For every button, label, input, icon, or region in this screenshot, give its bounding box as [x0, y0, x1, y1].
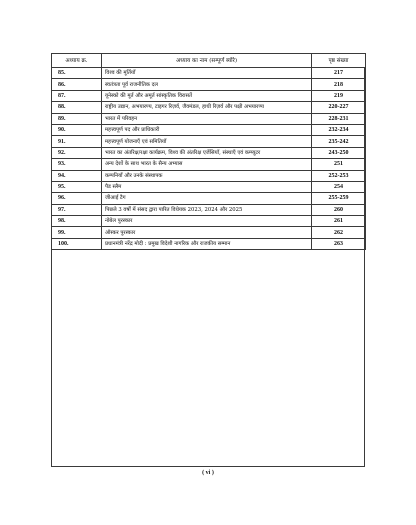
table-row [52, 238, 366, 249]
chapter-number: 86. [52, 79, 102, 90]
chapter-number: 100. [52, 238, 102, 249]
chapter-number: 88. [52, 102, 102, 113]
chapter-title: कम्पनियाँ और उनके संस्थापक [102, 170, 312, 181]
chapter-page-range: 263 [312, 238, 366, 249]
chapter-number: 95. [52, 181, 102, 192]
table-row [52, 181, 366, 192]
chapter-number: 94. [52, 170, 102, 181]
table-row [52, 113, 366, 124]
chapter-title: ऑस्कर पुरस्कार [102, 227, 312, 238]
chapter-number: 93. [52, 159, 102, 170]
chapter-page-range: 254 [312, 181, 366, 192]
table-row [52, 68, 366, 79]
table-row [52, 90, 366, 101]
chapter-number: 91. [52, 136, 102, 147]
chapter-number: 90. [52, 124, 102, 135]
chapter-page-range: 251 [312, 159, 366, 170]
chapter-number: 89. [52, 113, 102, 124]
chapter-title: प्रधानमंत्री नरेंद्र मोदी : प्रमुख विदेशी नागरिक और राजकीय सम्मान [102, 238, 312, 249]
chapter-page-range: 228-231 [312, 113, 366, 124]
table-row [52, 170, 366, 181]
chapter-page-range: 252-253 [312, 170, 366, 181]
chapter-page-range: 219 [312, 90, 366, 101]
page-number: ( vi ) [202, 470, 214, 476]
chapter-title: भारत में परिवहन [102, 113, 312, 124]
header-chapter-no: अध्याय क्र. [52, 54, 102, 68]
chapter-number: 98. [52, 216, 102, 227]
chapter-title: राष्ट्रीय उद्यान, अभयारण्य, टाइगर रिज़र्व, जैवमंडल, हाथी रिज़र्व और पक्षी अभयारण्य [102, 102, 312, 113]
chapter-number: 96. [52, 193, 102, 204]
header-page-no: पृष्ठ संख्या [312, 54, 366, 68]
chapter-title: भारत का अंतरिक्ष/रक्षा कार्यक्रम, विश्व की अंतरिक्ष एजेंसियाँ, संस्थाएँ एवं कम्प्यूटर [102, 147, 312, 158]
table-header-row [52, 54, 366, 68]
table-row [52, 204, 366, 215]
table-row [52, 227, 366, 238]
chapter-title: यूनेस्को की मूर्त और अमूर्त सांस्कृतिक विरासतें [102, 90, 312, 101]
header-chapter-name: अध्याय का नाम (सम्पूर्ण ब्योरे) [102, 54, 312, 68]
chapter-page-range: 243-250 [312, 147, 366, 158]
table-row [52, 147, 366, 158]
chapter-number: 85. [52, 68, 102, 79]
chapter-number: 97. [52, 204, 102, 215]
chapter-title: जीआई टैग [102, 193, 312, 204]
chapter-title: स्वतंत्रता पूर्व राजनीतिक दल [102, 79, 312, 90]
chapter-title: नोबेल पुरस्कार [102, 216, 312, 227]
chapter-number: 92. [52, 147, 102, 158]
chapter-page-range: 235-242 [312, 136, 366, 147]
table-row [52, 102, 366, 113]
chapter-title: महत्त्वपूर्ण योजनाएँ एवं समितियाँ [102, 136, 312, 147]
table-row [52, 124, 366, 135]
table-row [52, 79, 366, 90]
chapter-number: 87. [52, 90, 102, 101]
table-row [52, 193, 366, 204]
chapter-page-range: 262 [312, 227, 366, 238]
chapter-page-range: 260 [312, 204, 366, 215]
table-body [52, 68, 366, 250]
chapter-page-range: 255-259 [312, 193, 366, 204]
chapter-number: 99. [52, 227, 102, 238]
chapter-page-range: 220-227 [312, 102, 366, 113]
chapter-title: पिछले 3 वर्षों में संसद द्वारा पारित विधेयक 2023, 2024 और 2025 [102, 204, 312, 215]
table-of-contents [51, 53, 366, 250]
chapter-page-range: 218 [312, 79, 366, 90]
table-row [52, 136, 366, 147]
chapter-title: विश्व की मूर्तियाँ [102, 68, 312, 79]
chapter-title: अन्य देशों के साथ भारत के सैन्य अभ्यास [102, 159, 312, 170]
chapter-page-range: 217 [312, 68, 366, 79]
chapter-page-range: 261 [312, 216, 366, 227]
chapter-page-range: 232-234 [312, 124, 366, 135]
chapter-title: पैड स्लैम [102, 181, 312, 192]
table-row [52, 159, 366, 170]
chapter-title: महत्त्वपूर्ण पद और प्राधिकारी [102, 124, 312, 135]
table-row [52, 216, 366, 227]
